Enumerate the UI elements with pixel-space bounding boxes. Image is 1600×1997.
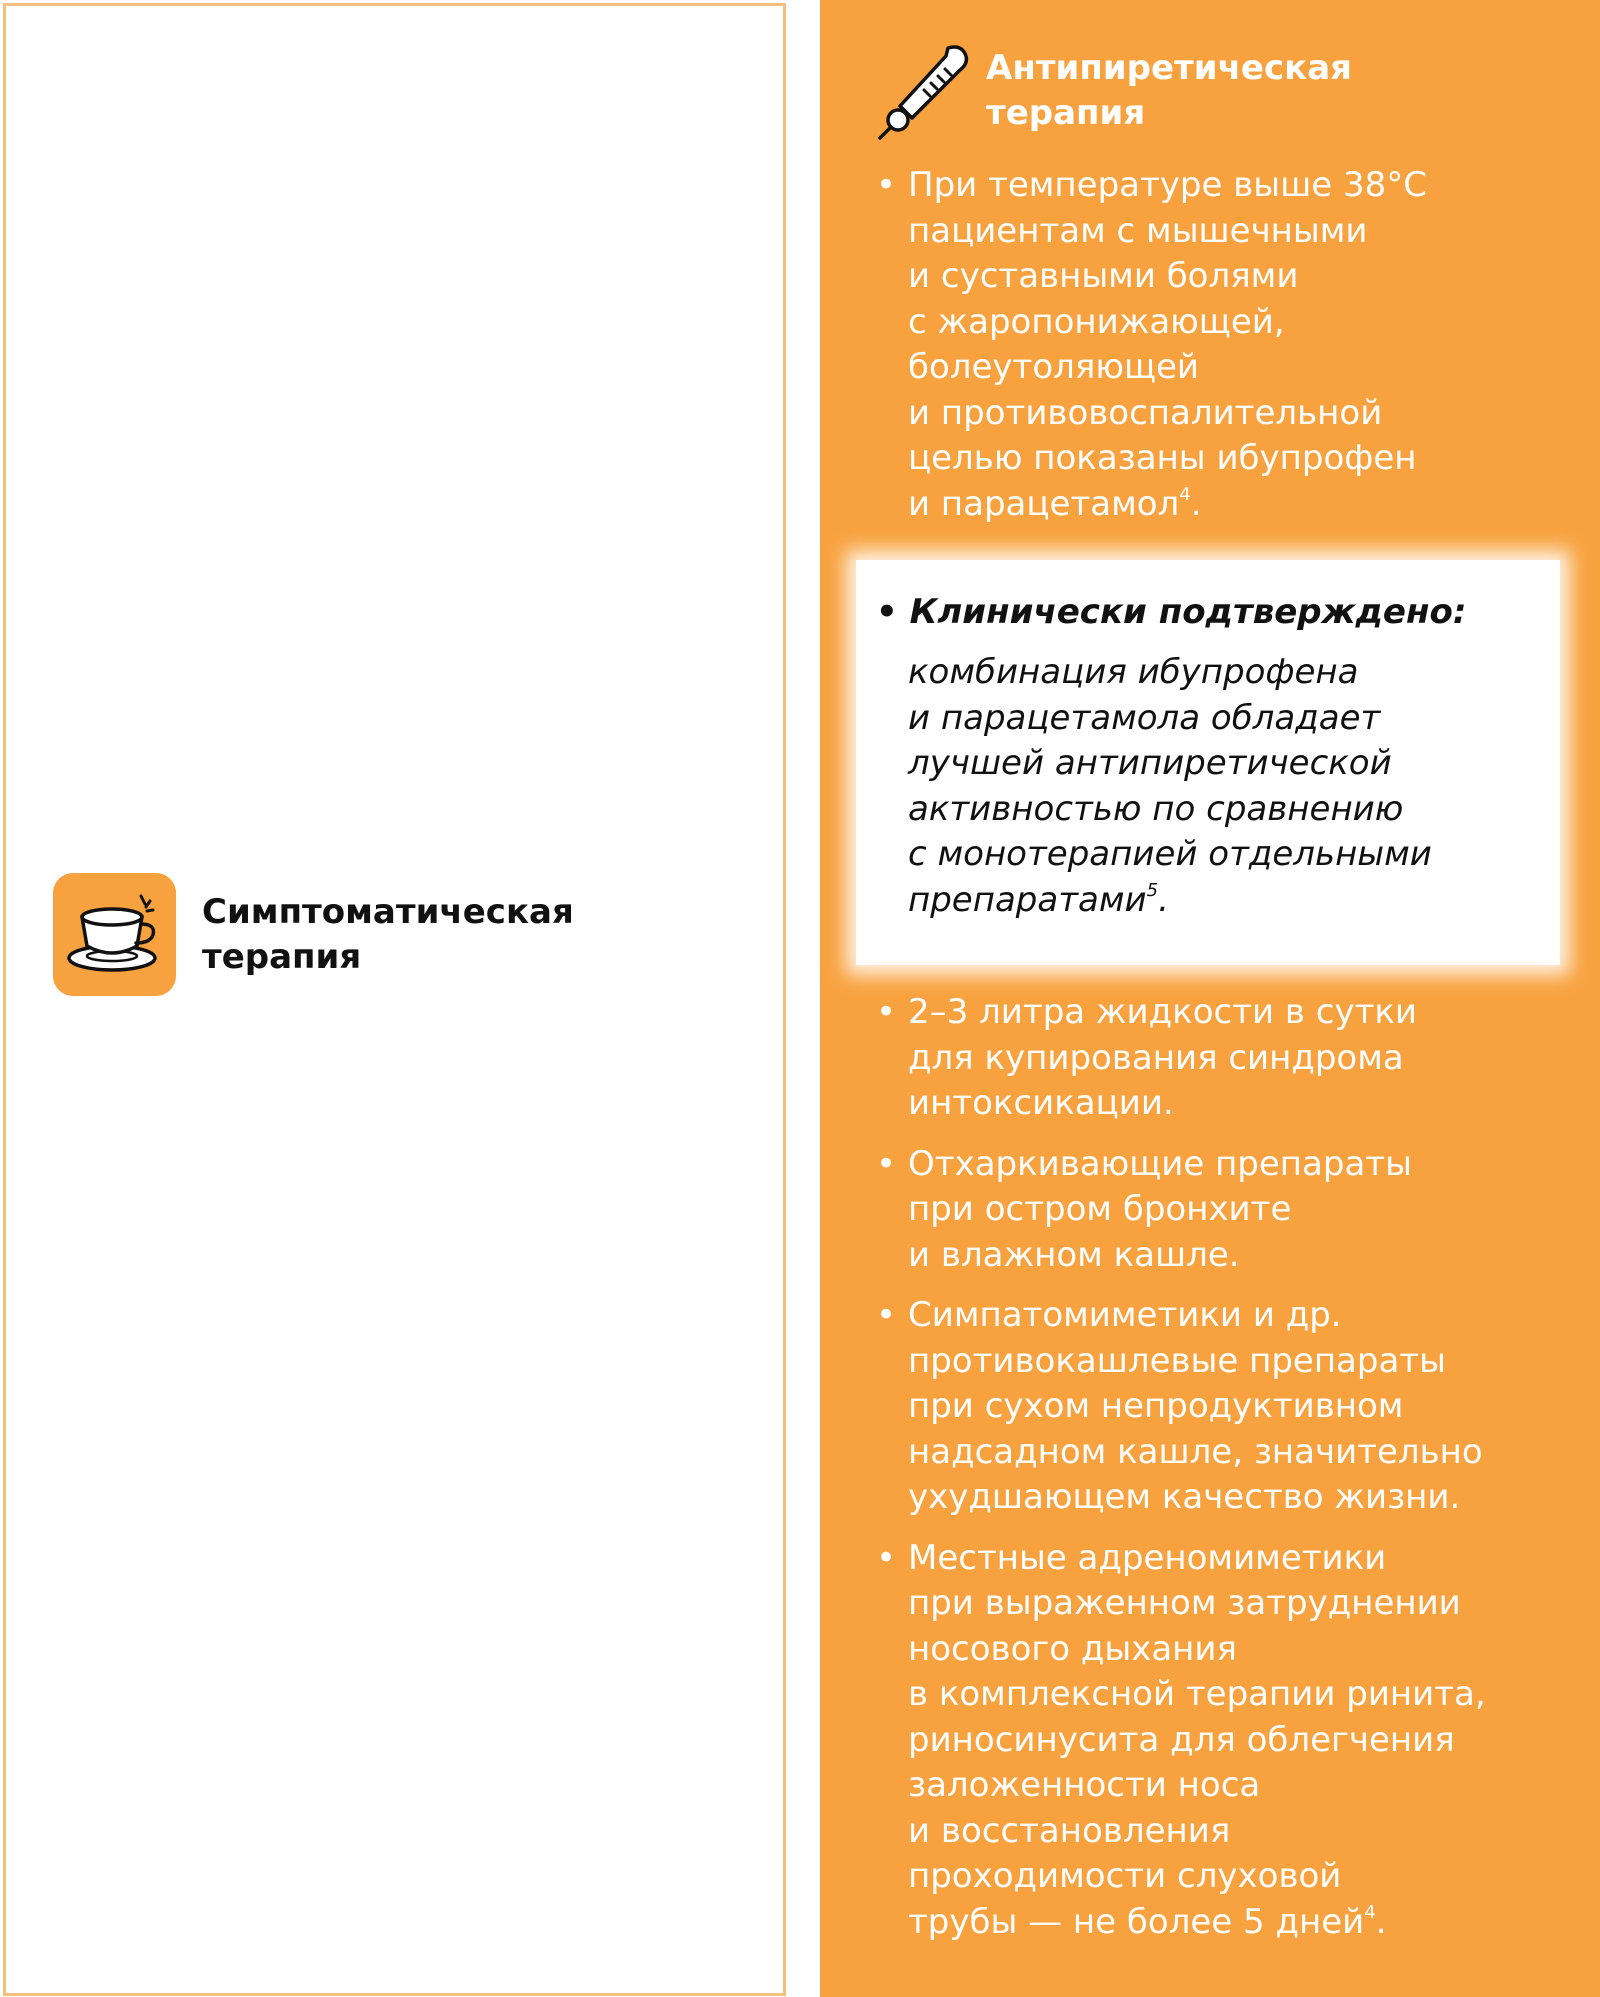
bullet-line: • Местные адреномиметики [908, 1537, 1387, 1578]
footnote-ref: 5 [1146, 880, 1159, 902]
highlight-last-text: препаратами [908, 879, 1147, 920]
bullet-line: и восстановления [908, 1810, 1231, 1851]
footnote-ref: 4 [1364, 1902, 1376, 1924]
highlight-line: активностью по сравнению [908, 788, 1404, 829]
cup-icon [53, 873, 176, 996]
clinical-highlight-box [856, 560, 1560, 965]
bullet-line: и суставными болями [908, 256, 1299, 296]
highlight-line-last [908, 878, 1548, 924]
bullet-line: • Отхаркивающие препараты [908, 1143, 1412, 1184]
bullet-line: проходимости слуховой [908, 1856, 1342, 1896]
bullet-end: . [1190, 483, 1202, 524]
left-panel [3, 3, 786, 1996]
antipyretic-therapy-header [876, 40, 1456, 140]
bullet-line: для купирования синдрома [908, 1037, 1404, 1078]
bullet-item [876, 990, 1576, 1127]
bullet-line: • 2–3 литра жидкости в сутки [908, 992, 1418, 1032]
bullets-bottom [876, 990, 1576, 1960]
right-title [986, 46, 1456, 136]
bullet-line: целью показаны ибупрофен [908, 438, 1417, 478]
bullet-item [876, 1293, 1576, 1521]
bullet-end: . [1375, 1901, 1387, 1942]
bullet-item [876, 163, 1576, 527]
bullet-item [876, 1536, 1576, 1946]
highlight-line: с монотерапией отдельными [908, 834, 1432, 874]
highlight-body [908, 650, 1548, 923]
bullet-line: болеутоляющей [908, 347, 1199, 387]
bullet-line: • При температуре выше 38°С [908, 165, 1427, 205]
thermometer-icon [876, 40, 976, 140]
highlight-end: . [1158, 879, 1169, 920]
highlight-line: лучшей антипиретической [908, 743, 1392, 783]
bullet-line: с жаропонижающей, [908, 301, 1285, 342]
bullet-line: противокашлевые препараты [908, 1340, 1446, 1381]
bullet-line-last [908, 482, 1576, 528]
left-title-line2: терапия [202, 936, 362, 977]
bullet-last-text: трубы — не более 5 дней [908, 1901, 1365, 1942]
right-title-line1: Антипиретическая [986, 48, 1352, 88]
bullet-line: и влажном кашле. [908, 1234, 1240, 1275]
bullet-line: при сухом непродуктивном [908, 1386, 1404, 1426]
bullet-line: носового дыхания [908, 1628, 1237, 1669]
bullet-line: интоксикации. [908, 1083, 1174, 1123]
bullet-line: и противовоспалительной [908, 392, 1383, 433]
bullet-line: заложенности носа [908, 1765, 1261, 1805]
bullet-line-last [908, 1900, 1576, 1946]
left-title [202, 890, 642, 980]
bullet-line: ухудшающем качество жизни. [908, 1477, 1461, 1517]
bullet-line: при выраженном затруднении [908, 1583, 1461, 1623]
left-title-line1: Симптоматическая [202, 891, 574, 932]
bullet-line: пациентам с мышечными [908, 210, 1368, 251]
footnote-ref: 4 [1179, 484, 1191, 506]
highlight-line: комбинация ибупрофена [908, 652, 1359, 692]
highlight-heading: • Клинически подтверждено: [876, 590, 1466, 635]
bullet-line: при остром бронхите [908, 1189, 1292, 1229]
bullet-line: риносинусита для облегчения [908, 1719, 1455, 1760]
highlight-line: и парацетамола обладает [908, 697, 1381, 738]
bullets-top [876, 163, 1576, 527]
right-title-line2: терапия [986, 93, 1146, 133]
symptomatic-therapy-header [53, 873, 642, 996]
bullet-line: в комплексной терапии ринита, [908, 1674, 1486, 1714]
bullet-item [876, 1142, 1576, 1279]
bullet-line: надсадном кашле, значительно [908, 1431, 1483, 1472]
bullet-line: • Симпатомиметики и др. [908, 1295, 1342, 1335]
right-panel [820, 0, 1600, 1997]
bullet-last-text: и парацетамол [908, 483, 1180, 524]
